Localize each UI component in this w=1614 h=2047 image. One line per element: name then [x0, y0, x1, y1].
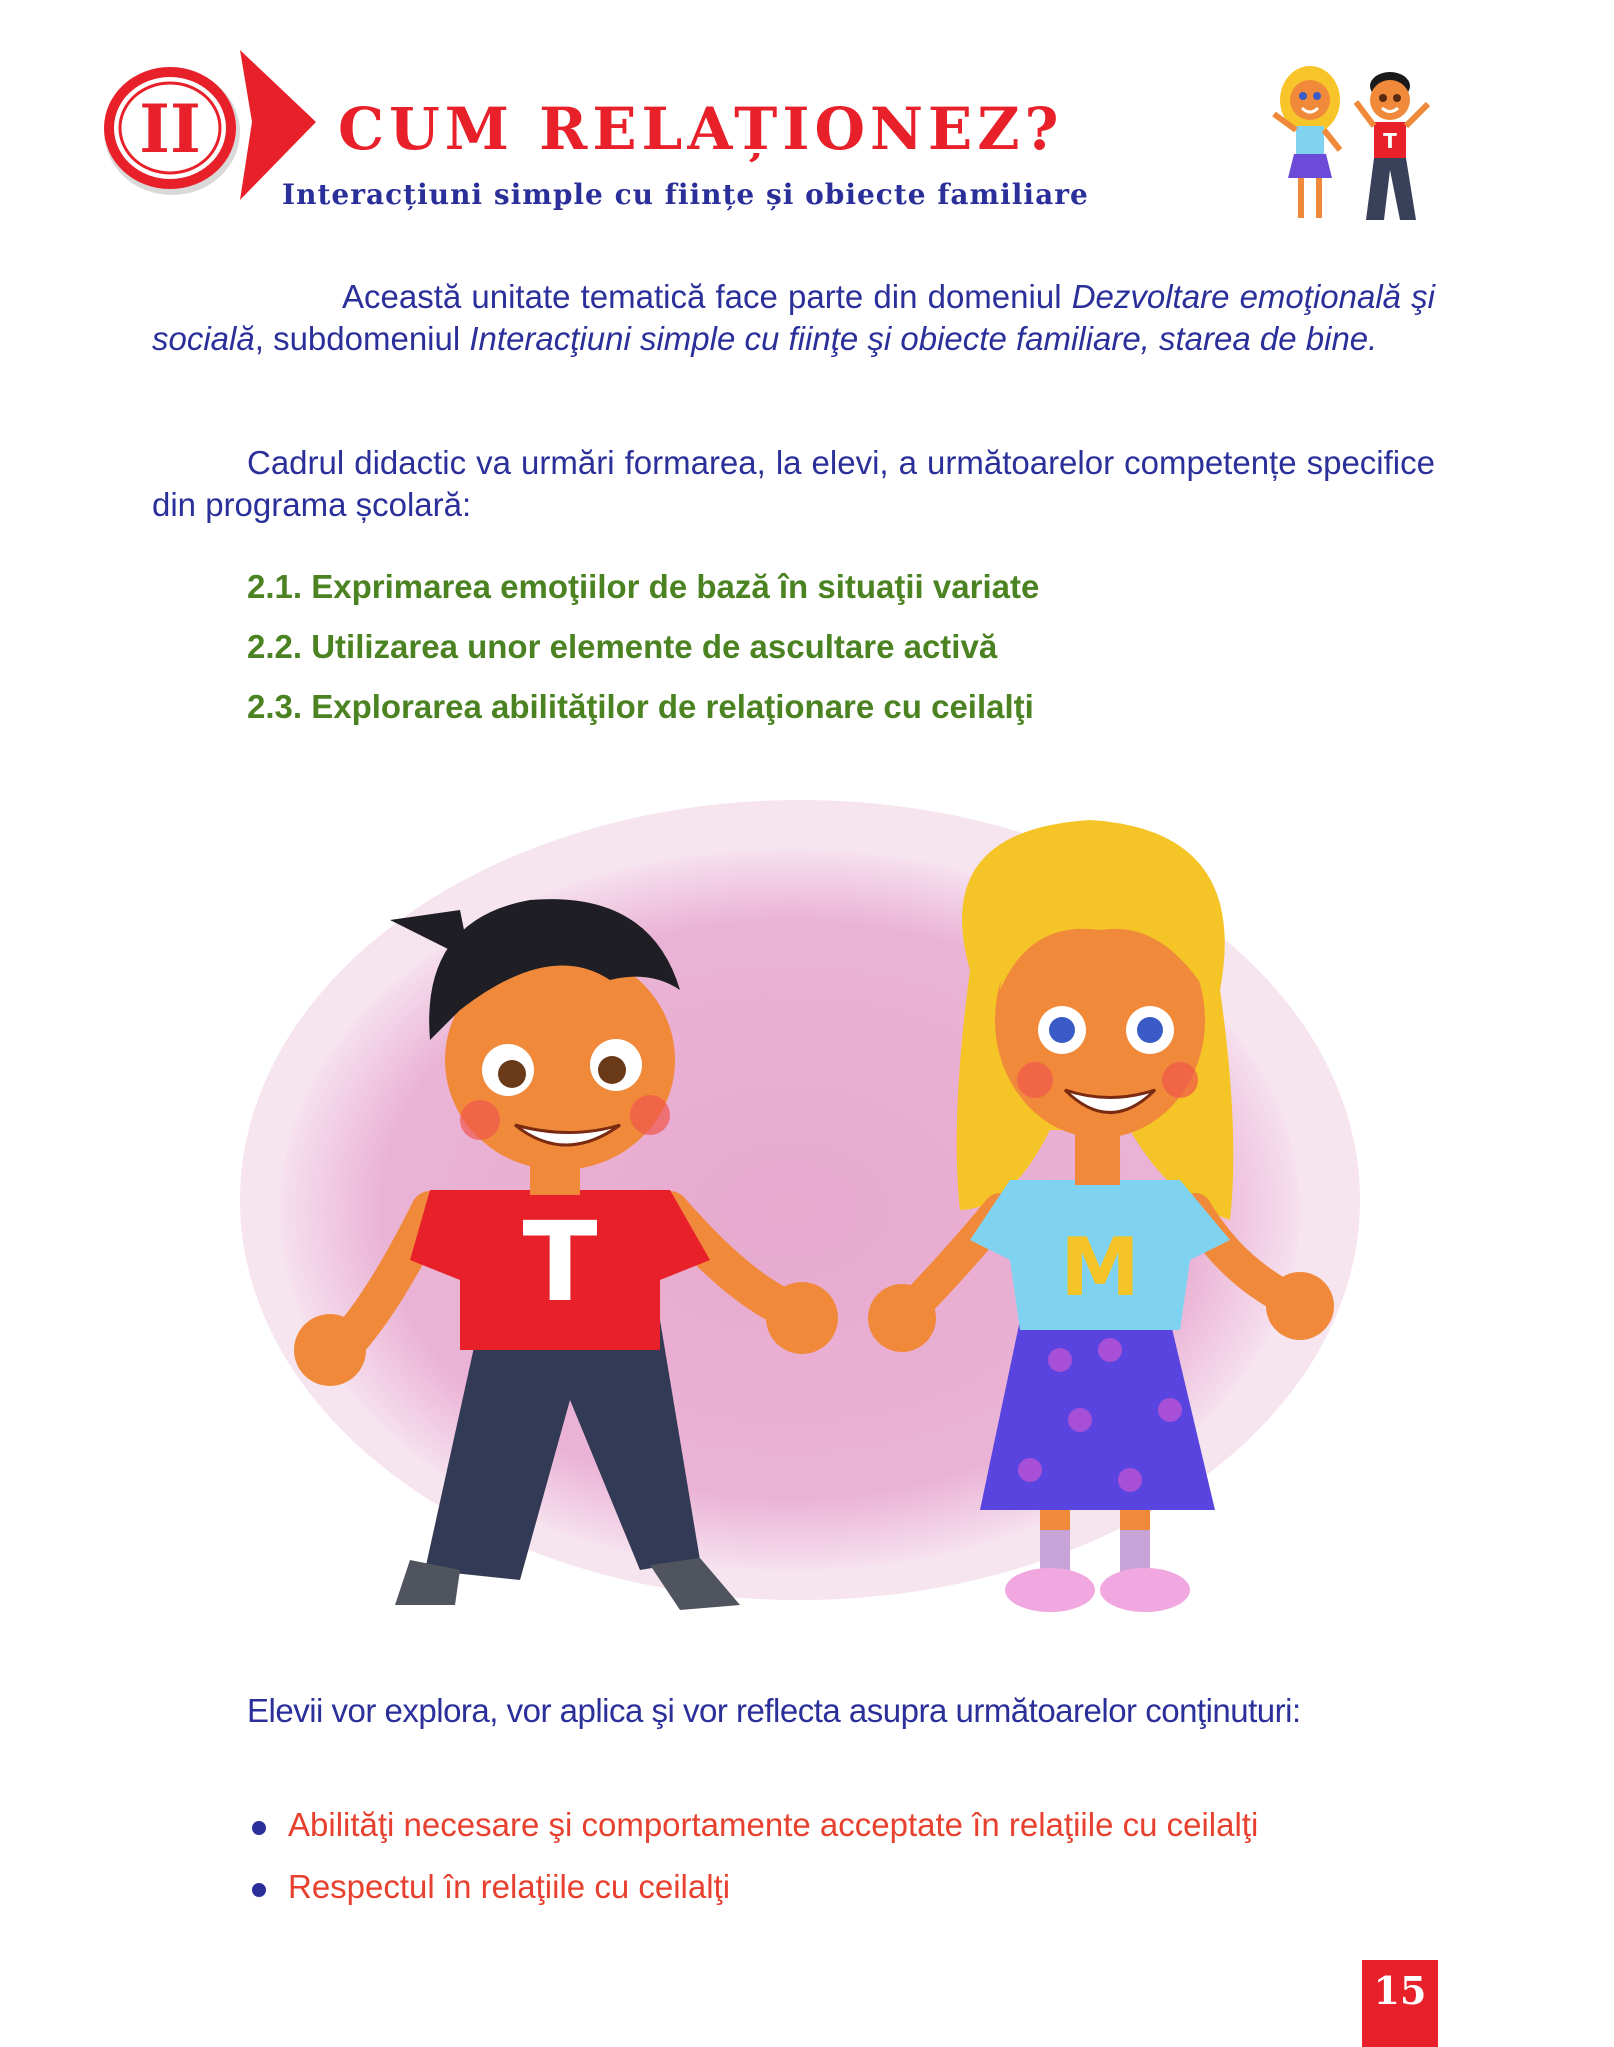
competences-intro-text: Cadrul didactic va urmări formarea, la elevi, a următoarelor competențe specifice din programa școlară: [152, 444, 1435, 523]
page-number: 15 [1373, 1968, 1427, 2013]
unit-badge [100, 60, 250, 200]
intro-subdomain: Interacţiuni simple cu fiinţe şi obiecte familiare, starea de bine. [469, 320, 1378, 357]
kids-logo-icon [1260, 60, 1460, 230]
content-text: Abilităţi necesare şi comportamente acceptate în relaţiile cu ceilalţi [288, 1806, 1259, 1843]
content-list-item [252, 1868, 730, 1906]
intro-paragraph [152, 276, 1435, 360]
competence-item: 2.1. Exprimarea emoţiilor de bază în situaţii variate [247, 568, 1040, 605]
page-number-badge [1362, 1960, 1438, 2047]
unit-subtitle: Interacțiuni simple cu ființe și obiecte familiare [282, 178, 1089, 211]
intro-text-2: , subdomeniul [254, 320, 470, 357]
contents-intro: Elevii vor explora, vor aplica şi vor reflecta asupra următoarelor conţinuturi: [247, 1692, 1301, 1729]
bullet-icon [252, 1883, 266, 1897]
content-list-item [252, 1806, 1258, 1844]
bullet-icon [252, 1821, 266, 1835]
unit-numeral: II [139, 90, 201, 168]
small-boy-letter: T [1383, 129, 1397, 153]
content-text: Respectul în relaţiile cu ceilalţi [288, 1868, 731, 1905]
girl-shirt-letter: M [1060, 1221, 1140, 1314]
unit-title: CUM RELAȚIONEZ? [338, 95, 1064, 163]
boy-shirt-letter: T [522, 1198, 598, 1326]
intro-domain: Dezvoltare emoţională şi socială [152, 278, 1436, 357]
competence-item: 2.2. Utilizarea unor elemente de ascultare activă [247, 628, 998, 665]
competence-item: 2.3. Explorarea abilităţilor de relaţionare cu ceilalţi [247, 688, 1034, 725]
competences-intro [152, 442, 1435, 526]
children-illustration [230, 790, 1370, 1640]
intro-text-1: Această unitate tematică face parte din domeniul [342, 278, 1072, 315]
